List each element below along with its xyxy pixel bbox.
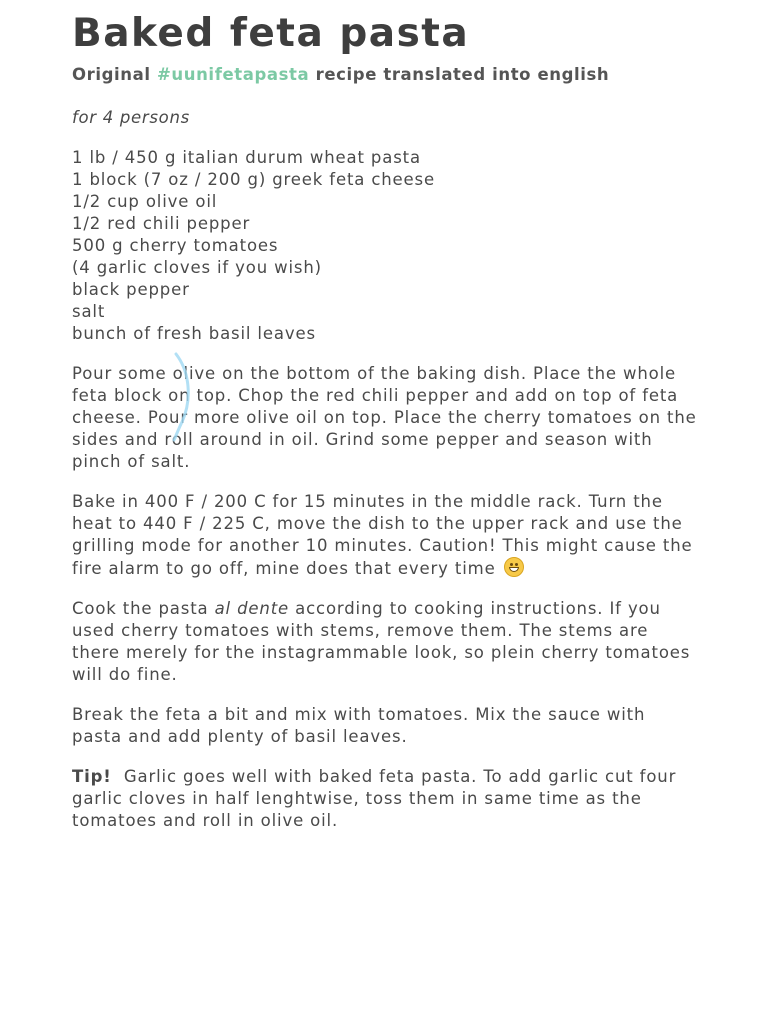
- servings: for 4 persons: [72, 108, 190, 127]
- tip-label: Tip!: [72, 767, 112, 786]
- tip-paragraph: [72, 766, 698, 832]
- ingredient-item: (4 garlic cloves if you wish): [72, 258, 322, 277]
- subtitle-suffix: recipe translated into english: [309, 65, 610, 84]
- ingredient-item: salt: [72, 302, 106, 321]
- ingredient-item: 1 block (7 oz / 200 g) greek feta cheese: [72, 170, 436, 189]
- recipe-subtitle: [72, 64, 698, 86]
- hashtag-link[interactable]: #uunifetapasta: [156, 65, 310, 84]
- step-bake-text: Bake in 400 F / 200 C for 15 minutes in the middle rack. Turn the heat to 440 F / 225 C, move the dish to the upper rack and use the grilling mode for another 10 minutes. Caution! This might cause the fire alarm to go off, mine does that every time: [72, 492, 693, 578]
- ingredient-item: black pepper: [72, 280, 190, 299]
- step-cook-pasta-after: according to cooking instructions. If you used cherry tomatoes with stems, remove them. The stems are there merely for the instagrammable look, so plein cherry tomatoes will do fine.: [72, 599, 691, 684]
- ingredient-item: bunch of fresh basil leaves: [72, 324, 316, 343]
- ingredient-item: 1/2 red chili pepper: [72, 214, 251, 233]
- step-cook-pasta-before: Cook the pasta: [72, 599, 215, 618]
- tip-text: Garlic goes well with baked feta pasta. To add garlic cut four garlic cloves in half lenghtwise, toss them in same time as the tomatoes and roll in olive oil.: [72, 767, 677, 830]
- ingredient-list: [72, 147, 698, 345]
- step-mix: Break the feta a bit and mix with tomatoes. Mix the sauce with pasta and add plenty of basil leaves.: [72, 705, 646, 746]
- al-dente-text: al dente: [214, 599, 290, 618]
- ingredient-item: 1/2 cup olive oil: [72, 192, 218, 211]
- step-prepare-dish: Pour some olive on the bottom of the baking dish. Place the whole feta block on top. Chop the red chili pepper and add on top of feta cheese. Pour more olive oil on top. Place the cherry tomatoes on the sides and roll around in oil. Grind some pepper and season with pinch of salt.: [72, 364, 697, 471]
- subtitle-prefix: Original: [72, 65, 157, 84]
- ingredient-item: 500 g cherry tomatoes: [72, 236, 279, 255]
- grinning-face-icon: [504, 557, 524, 577]
- recipe-title: Baked feta pasta: [72, 11, 470, 56]
- ingredient-item: 1 lb / 450 g italian durum wheat pasta: [72, 148, 421, 167]
- step-bake: [72, 491, 698, 580]
- step-cook-pasta: [72, 598, 698, 686]
